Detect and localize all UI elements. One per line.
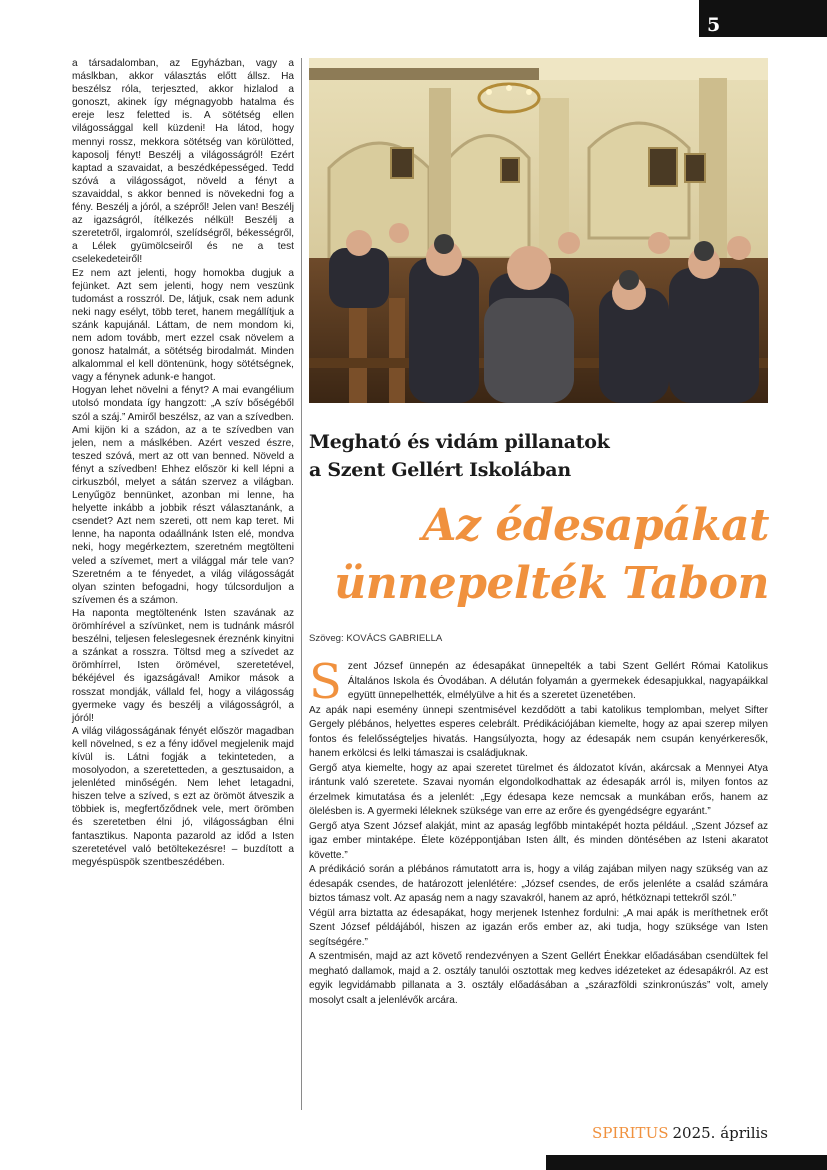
- subtitle-line: Megható és vidám pillanatok: [309, 431, 610, 453]
- magazine-name: SPIRITUS: [592, 1124, 669, 1142]
- headline-line: ünnepelték Tabon: [334, 558, 769, 609]
- page-number: 5: [707, 14, 721, 36]
- article-paragraph: A prédikáció során a plébános rámutatott arra is, hogy a világ zajában milyen nagy szükség van az édesapák csendes, de határozott jelenlétére: „József csendes, de erős jelenléte a család számára biztos támasz volt. Az apaság nem a nagy szavakról, hanem az apró, hétköznapi tettekről szól.”: [309, 864, 768, 904]
- byline: Szöveg: KOVÁCS GABRIELLA: [309, 633, 443, 644]
- left-column: [72, 57, 294, 869]
- left-paragraph: Ha naponta megtöltenénk Isten szavának az örömhírével a szívünket, nem is tudnánk másról beszélni, teljesen feleslegesnek éreznénk kinyitni a szánkat a rosszra. Töltsd meg a szívedet az örömhírrel, Isten örömével, szeretetével, békéjével és igazságával! Amikor mások a rosszat mondják, vállald fel, hogy a világosság gyermeke vagy és beszélj a világosságról, a jóról!: [72, 607, 294, 724]
- issue-date: 2025. április: [672, 1124, 768, 1142]
- article-paragraph: Gergő atya kiemelte, hogy az apai szeretet türelmet és áldozatot kíván, akárcsak a Mennyei Atya irántunk való szeretete. Szavai nyomán elgondolkodhattak az édesapák arról is, milyen fontos az érzelmek kimutatása és a jelenlét: „Egy édesapa keze nemcsak a munkában erős, hanem az ölelésben is. A gyermeki léleknek szüksége van erre az erőre és gyengédségre egyaránt.”: [309, 762, 768, 817]
- article-paragraph: A szentmisén, majd az azt követő rendezvényen a Szent Gellért Énekkar előadásában csendültek fel megható dallamok, majd a 2. osztály tanulói osztottak meg kedves idézeteket az édesapákról. Az est egyik legvidámabb pillanata a 3. osztály előadásában a „szárazföldi szinkronúszás” volt, amely mosolyt csalt a jelenlévők arcára.: [309, 951, 768, 1006]
- article-lead: zent József ünnepén az édesapákat ünnepelték a tabi Szent Gellért Római Katolikus Általános Iskola és Óvodában. A délután folyamán a gyermekek édesapjukkal, nagyapáikkal együtt ünnepelhették, elmélyülve a hit és a szeretet üzenetében.: [347, 661, 768, 701]
- drop-cap: S: [309, 654, 342, 710]
- article-subtitle: [309, 428, 768, 484]
- article-paragraph: Végül arra biztatta az édesapákat, hogy merjenek Istenhez fordulni: „A mai apák is meríthetnek erőt Szent József példájából, hiszen az igazán erős ember az, aki tudja, hogy szüksége van Isten segítségére.”: [309, 907, 768, 948]
- church-photo: [309, 58, 768, 403]
- headline-line: Az édesapákat: [422, 500, 769, 551]
- article-body: [309, 654, 768, 1008]
- article-paragraph: [309, 654, 768, 710]
- left-paragraph: Ez nem azt jelenti, hogy homokba dugjuk a fejünket. Azt sem jelenti, hogy nem veszünk tudomást a rosszról. De, látjuk, csak nem adunk neki nagy esélyt, több teret, hanem megállítjuk a szánk kapujánál. Láttam, de nem mondom ki, nem adom tovább, mert ezzel csak növelem a gonosz hatalmát, a sötétség birodalmát. Minden alkalommal el kell döntenünk, hogy sötétségnek, vagy a fénynek adunk-e hangot.: [72, 267, 294, 384]
- left-paragraph: a társadalomban, az Egyházban, vagy a máslkban, akkor választás előtt állsz. Ha beszélsz róla, terjeszted, akkor hizlalod a gonoszt, akinek így mégnagyobb hatalma és ereje lesz feletted is. A sötétség ellen világossággal kell küzdeni! Ha látod, hogy mennyi rossz, mekkora sötétség van körülötted, kaposolj fényt! Beszélj a világosságról! Ezért kaptad a szavaidat, a beszédképességed. Tedd szóvá a világosságot, növeld a fényt a szavaiddal, s akkor benned is növekedni fog a fény. Beszélj a jóról, a szépről! Jelen van! Beszélj az igazságról, ítélkezés nélkül! Beszélj a szeretetről, irgalomról, szelídségről, békességről, a Lélek gyümölcseiről és ne a test cselekedeteiről!: [72, 58, 294, 266]
- article-headline: [334, 497, 769, 613]
- left-paragraph: Hogyan lehet növelni a fényt? A mai evangélium utolsó mondata így hangzott: „A szív bőségéből szól a száj.” Amiről beszélsz, az van a szívedben. Ami kijön ki a szádon, az a te szívedben van jelen, nem a máslkében. Azért veszed észre, teszed szóvá, mert az ott van benned. Növeld a fényt a szívedben! Ehhez először ki kell lépni a cirkuszból, melyet a sátán szervez a világban. Lenyűgöz bennünket, azonban mi lenne, ha helyette inkább a jobbik részt választanánk, a csendet? Azt nem szereti, ott nem kap teret. Mi lenne, ha naponta odaállnánk Isten elé, mondva neki, hogy megérkeztem, szeretném megtölteni veled a szívemet, mert a világgal már tele van? Szeretném a te fényedet, a világ világosságát olyan szinten befogadni, hogy túlcsorduljon a szívemen és a számon.: [72, 385, 294, 606]
- footer: [592, 1124, 768, 1142]
- article-paragraph: Gergő atya Szent József alakját, mint az apaság legfőbb mintaképét hozta például. „Szent József az igaz ember mintaképe. Élete középpontjában Isten állt, és minden döntésében az Isteni akaratot követte.”: [309, 820, 768, 861]
- column-divider: [301, 58, 302, 1110]
- article-paragraph: Az apák napi esemény ünnepi szentmisével kezdődött a tabi katolikus templomban, melyet Sifter Gergely plébános, helyettes esperes celebrált. Prédikációjában kiemelte, hogy az apai szerep milyen fontos és felelősségteljes hivatás. Hangsúlyozta, hogy az édesapák nem csupán kenyérkeresők, hanem erkölcsi és lelki támaszai is családjuknak.: [309, 704, 768, 759]
- subtitle-line: a Szent Gellért Iskolában: [309, 459, 571, 481]
- left-paragraph: A világ világosságának fényét először magadban kell növelned, s ez a fény idővel megjelenik majd kívül is. Látni fogják a tekinteteden, a mosolyodon, a szeretetteden, a gesztusaidon, a jelenléted minőségén. Nem lehet letagadni, hiszen telve a szíved, s ezt az örömöt átveszik a többiek is, megfertőződnek vele, mert örömben és szeretetben élni jó, világosságban élni fantasztikus. Naponta pazarold az időd a Isten szeretetével való betöltekezésre! – buzdított a megyéspüspök szentbeszédében.: [72, 725, 294, 868]
- footer-bar: [546, 1155, 827, 1170]
